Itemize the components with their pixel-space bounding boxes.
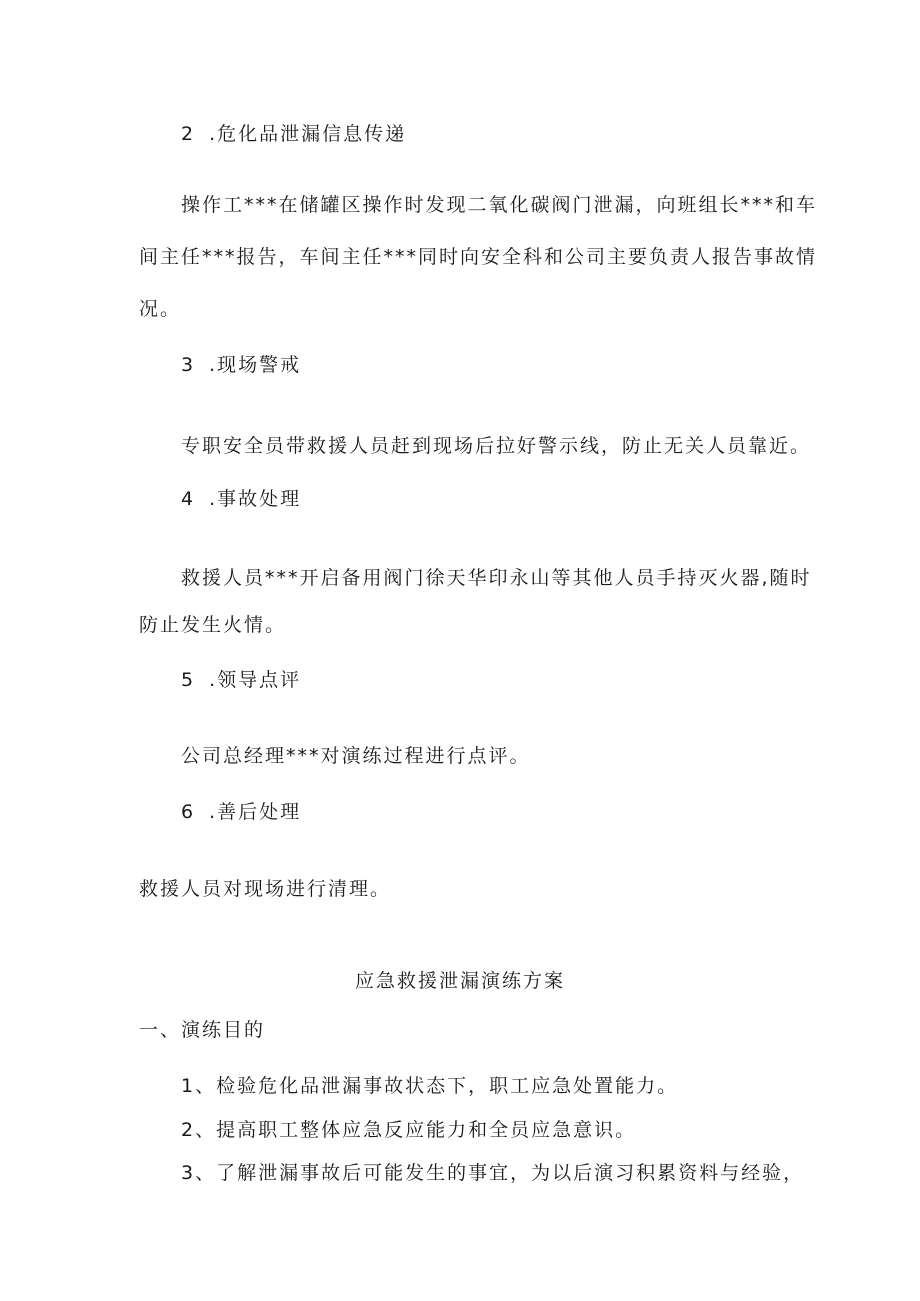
objective-item: 3、了解泄漏事故后可能发生的事宜，为以后演习积累资料与经验， bbox=[181, 1162, 805, 1184]
section-title: .事故处理 bbox=[209, 488, 302, 510]
section-number: 2 bbox=[181, 123, 196, 145]
objective-item: 1、检验危化品泄漏事故状态下，职工应急处置能力。 bbox=[181, 1075, 679, 1097]
paragraph-line: 救援人员对现场进行清理。 bbox=[139, 878, 392, 900]
part-one-heading: 一、演练目的 bbox=[139, 1019, 266, 1041]
paragraph-line: 防止发生火情。 bbox=[139, 614, 287, 636]
paragraph-line: 公司总经理***对演练过程进行点评。 bbox=[181, 745, 531, 767]
section-title: .善后处理 bbox=[209, 801, 302, 823]
section-title: .领导点评 bbox=[209, 669, 302, 691]
paragraph-line: 况。 bbox=[139, 298, 182, 320]
section-heading-4 bbox=[181, 486, 301, 512]
section-heading-6 bbox=[181, 799, 301, 825]
section-number: 5 bbox=[181, 669, 196, 691]
section-title: .现场警戒 bbox=[209, 354, 302, 376]
section-heading-5 bbox=[181, 667, 301, 693]
paragraph-line: 专职安全员带救援人员赶到现场后拉好警示线，防止无关人员靠近。 bbox=[181, 435, 812, 457]
section-number: 6 bbox=[181, 801, 196, 823]
paragraph-line: 救援人员***开启备用阀门徐天华印永山等其他人员手持灭火器,随时 bbox=[181, 567, 812, 589]
paragraph-line: 操作工***在储罐区操作时发现二氧化碳阀门泄漏，向班组长***和车 bbox=[181, 194, 818, 216]
section-heading-2 bbox=[181, 121, 406, 147]
paragraph-line: 间主任***报告，车间主任***同时向安全科和公司主要负责人报告事故情 bbox=[139, 246, 818, 268]
objective-item: 2、提高职工整体应急反应能力和全员应急意识。 bbox=[181, 1119, 637, 1141]
section-number: 4 bbox=[181, 488, 196, 510]
section-heading-3 bbox=[181, 352, 301, 378]
section-title: .危化品泄漏信息传递 bbox=[209, 123, 407, 145]
section-number: 3 bbox=[181, 354, 196, 376]
plan-title: 应急救援泄漏演练方案 bbox=[354, 970, 565, 992]
